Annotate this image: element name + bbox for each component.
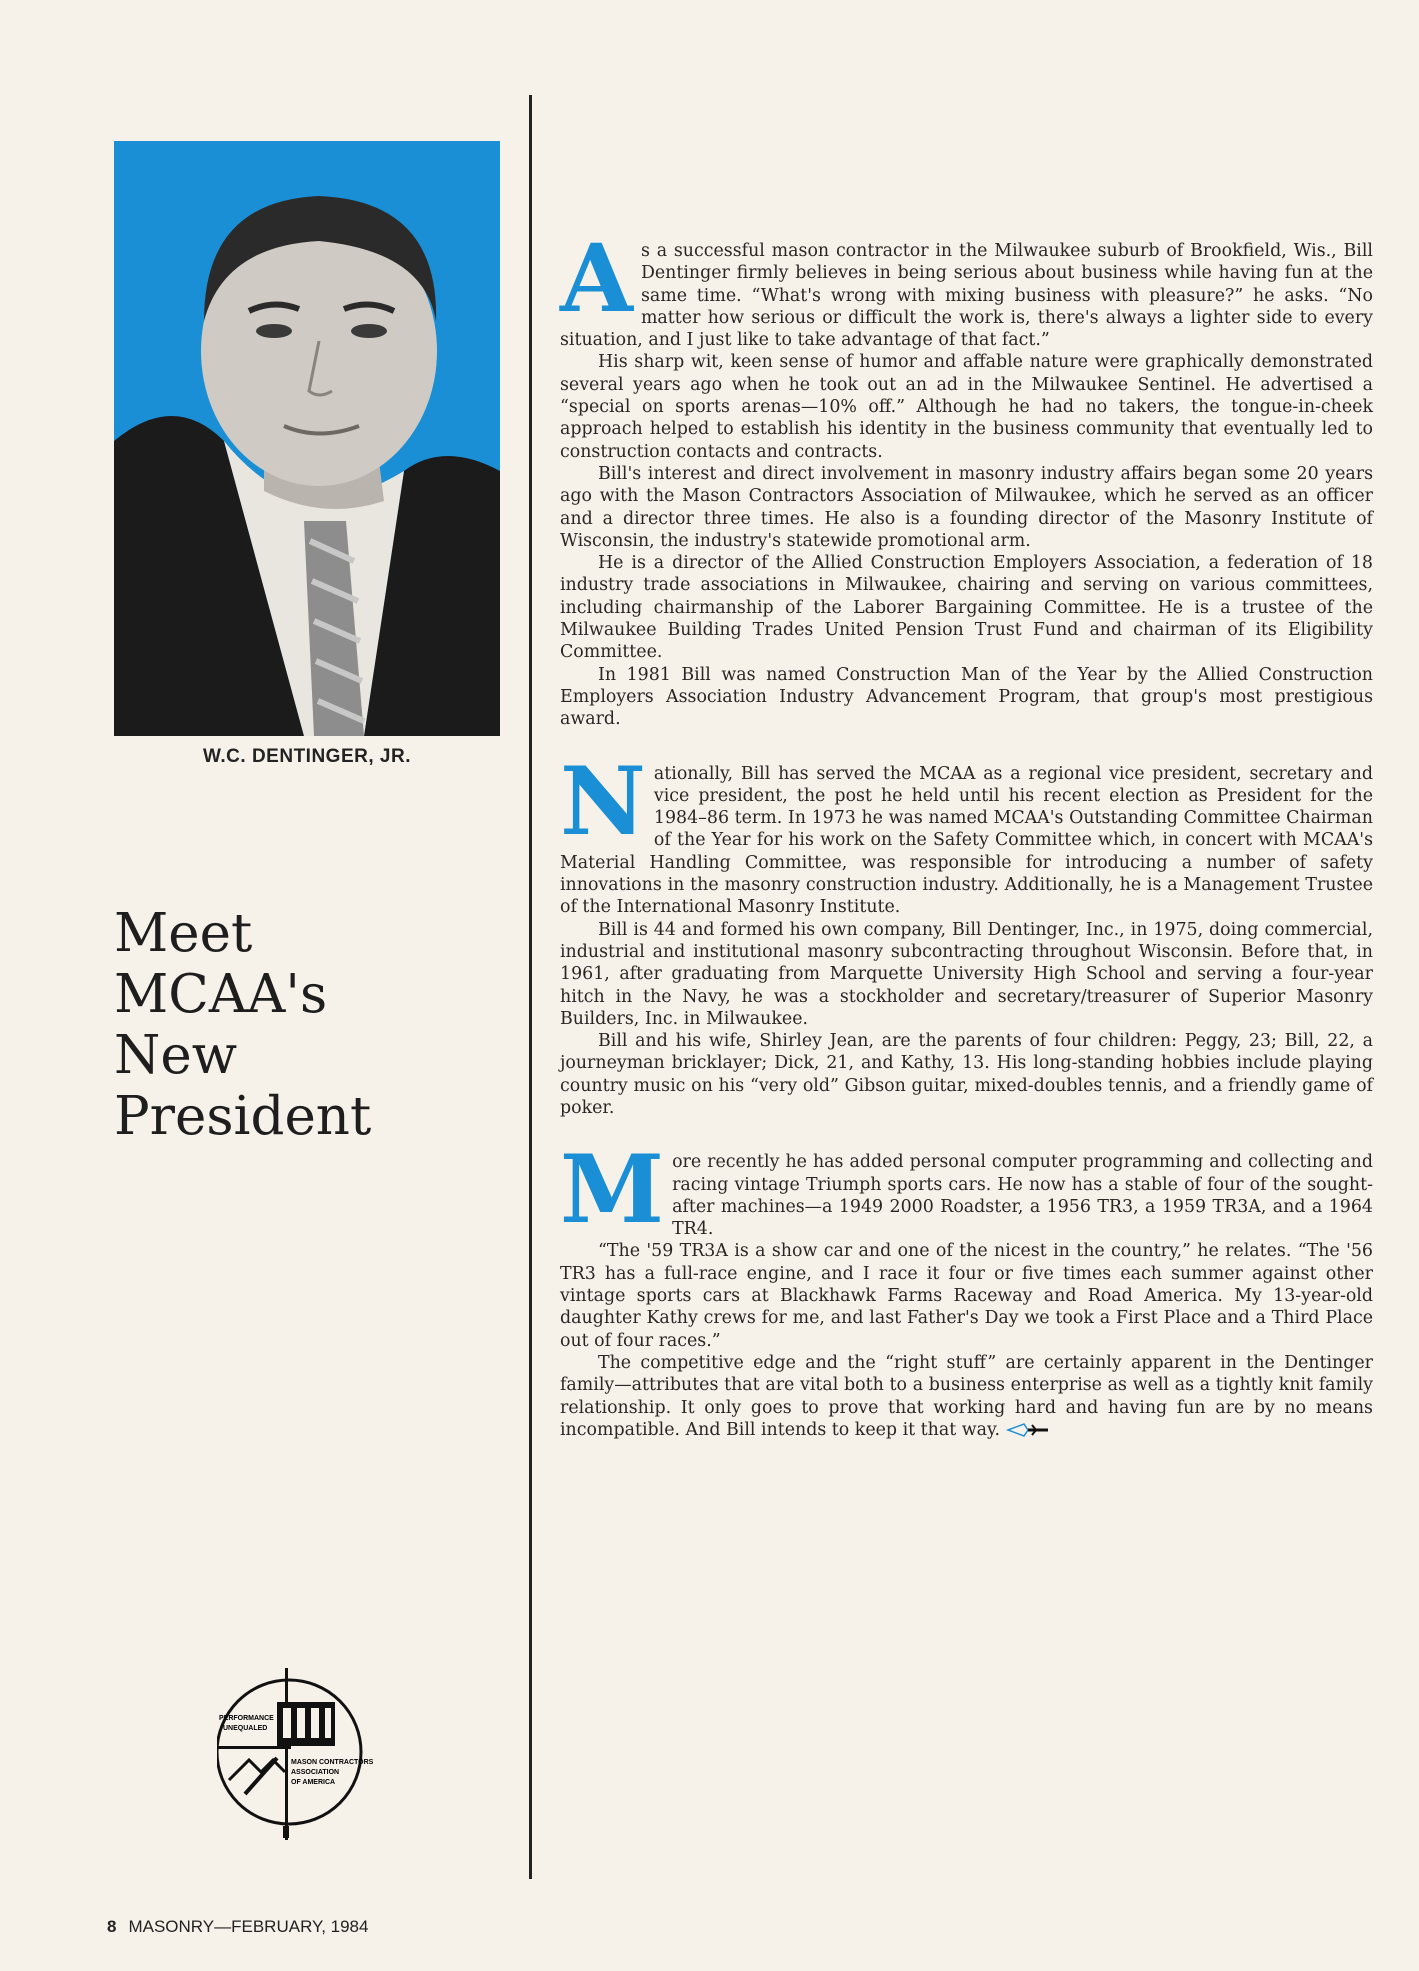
logo-text-right: OF AMERICA: [291, 1779, 336, 1786]
page-footer: [107, 1917, 368, 1937]
drop-cap: M: [560, 1135, 665, 1246]
article-paragraph: Bill is 44 and formed his own company, Bill Dentinger, Inc., in 1975, doing commercial, industrial and institutional masonry subcontracting throughout Wisconsin. Before that, in 1961, after graduating from Marquette University High School and serving a four-year hitch in the Navy, he was a stockholder and secretary/treasurer of Superior Masonry Builders, Inc. in Milwaukee.: [560, 919, 1373, 1029]
headline-line: MCAA's: [114, 964, 328, 1025]
portrait-photo: [114, 141, 500, 736]
paragraph-text: ationally, Bill has served the MCAA as a regional vice president, secretary and vice president, the post he held until his recent election as President for the 1984–86 term. In 1973 he was named MCAA's Outstanding Committee Chairman of the Year for his work on the Safety Committee which, in concert with MCAA's Material Handling Committee, was responsible for introducing a number of safety innovations in the masonry construction industry. Additionally, he is a Management Trustee of the International Masonry Institute.: [560, 763, 1373, 918]
article-paragraph: He is a director of the Allied Construction Employers Association, a federation of 18 industry trade associations in Milwaukee, chairing and serving on various committees, including chairmanship of the Laborer Bargaining Committee. He is a trustee of the Milwaukee Building Trades United Pension Trust Fund and chairman of its Eligibility Committee.: [560, 553, 1373, 663]
article-body: [560, 224, 1373, 1441]
article-paragraph: His sharp wit, keen sense of humor and affable nature were graphically demonstrated several years ago when he took out an ad in the Milwaukee Sentinel. He advertised a “special on sports arenas—10% off.” Although he had no takers, the tongue-in-cheek approach helped to establish his identity in the business community that eventually led to construction contacts and contracts.: [560, 352, 1373, 462]
article-paragraph: [560, 746, 1373, 919]
column-divider: [529, 95, 532, 1879]
logo-text-right: MASON CONTRACTORS: [291, 1759, 374, 1766]
photo-caption: W.C. DENTINGER, JR.: [203, 746, 411, 767]
mcaa-logo: [217, 1668, 377, 1840]
logo-text-top: UNEQUALED: [223, 1725, 268, 1732]
footer-text: MASONRY—FEBRUARY, 1984: [128, 1917, 369, 1936]
paragraph-text: The competitive edge and the “right stuff” are certainly apparent in the Dentinger family—attributes that are vital both to a business enterprise as well as a tightly knit family relationship. It only goes to prove that working hard and having fun are by no means incompatible. And Bill intends to keep it that way.: [560, 1352, 1373, 1440]
headline-line: New: [114, 1025, 238, 1086]
headline-line: President: [114, 1086, 372, 1147]
headline-line: Meet: [114, 903, 253, 964]
article-paragraph: [560, 1352, 1373, 1441]
portrait-illustration: [114, 141, 500, 736]
article-paragraph: Bill's interest and direct involvement in masonry industry affairs began some 20 years ago with the Mason Contractors Association of Milwaukee, which he served as an officer and a director three times. He also is a founding director of the Masonry Institute of Wisconsin, the industry's statewide promotional arm.: [560, 463, 1373, 551]
paragraph-text: s a successful mason contractor in the Milwaukee suburb of Brookfield, Wis., Bill Dentinger firmly believes in being serious about business while having fun at the same time. “What's wrong with mixing business with pleasure?” he asks. “No matter how serious or difficult the work is, there's always a lighter side to every situation, and I just like to take advantage of that fact.”: [560, 241, 1373, 351]
paragraph-text: ore recently he has added personal computer programming and collecting and racing vintage Triumph sports cars. He now has a stable of four of the sought-after machines—a 1949 2000 Roadster, a 1956 TR3, a 1959 TR3A, and a 1964 TR4.: [672, 1152, 1373, 1240]
drop-cap: A: [560, 224, 633, 334]
article-paragraph: “The '59 TR3A is a show car and one of the nicest in the country,” he relates. “The '56 TR3 has a full-race engine, and I race it four or five times each summer against other vintage sports cars at Blackhawk Farms Raceway and Road America. My 13-year-old daughter Kathy crews for me, and last Father's Day we took a First Place and a Third Place out of four races.”: [560, 1241, 1373, 1351]
mcaa-logo-icon: [217, 1668, 377, 1840]
article-paragraph: [560, 224, 1373, 351]
article-paragraph: [560, 1135, 1373, 1246]
headline: [114, 903, 434, 1147]
page-number: 8: [107, 1917, 117, 1936]
drop-cap: N: [560, 746, 646, 857]
article-paragraph: Bill and his wife, Shirley Jean, are the parents of four children: Peggy, 23; Bill, 22, a journeyman bricklayer; Dick, 21, and Kathy, 13. His long-standing hobbies include playing country music on his “very old” Gibson guitar, mixed-doubles tennis, and a friendly game of poker.: [560, 1031, 1373, 1118]
end-mark-icon: [1006, 1421, 1050, 1439]
logo-text-right: ASSOCIATION: [291, 1769, 340, 1776]
logo-text-top: PERFORMANCE: [219, 1715, 274, 1722]
article-paragraph: In 1981 Bill was named Construction Man of the Year by the Allied Construction Employers Association Industry Advancement Program, that group's most prestigious award.: [560, 664, 1373, 730]
